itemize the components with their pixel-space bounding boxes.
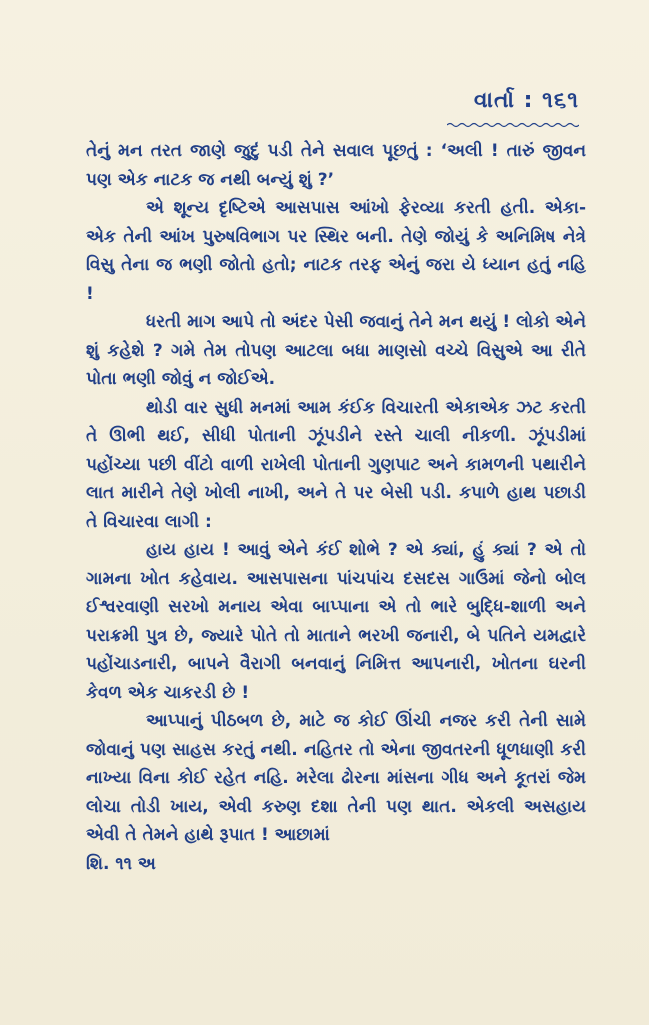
page-number-heading: વાર્તા : ૧૬૧ bbox=[473, 88, 579, 113]
decorative-wavy-rule bbox=[447, 122, 579, 128]
paragraph-1: તેનું મન તરત જાણે જુદું પડી તેને સવાલ પૂછતું : ‘અલી ! તારું જીવન પણ એક નાટક જ નથી બન્યું શું ?’ bbox=[86, 141, 586, 190]
paragraph-2: એ શૂન્ય દૃષ્ટિએ આસપાસ આંખો ફેરવ્યા કરતી હતી. એકા-એક તેની આંખ પુરુષવિભાગ પર સ્થિર બની. તેણે જોયું કે અનિમિષ નેત્રે વિસુ તેના જ ભણી જોતો હતો; નાટક તરફ એનું જરા યે ધ્યાન હતું નહિ ! bbox=[86, 198, 586, 304]
page-header bbox=[447, 88, 579, 132]
paragraph-6: આપ્પાનું પીઠબળ છે, માટે જ કોઈ ઊંચી નજર કરી તેની સામે જોવાનું પણ સાહસ કરતું નથી. નહિતર તો એના જીવતરની ધૂળધાણી કરી નાખ્યા વિના કોઈ રહેત નહિ. મરેલા ઢોરના માંસના ગીધ અને કૂતરાં જેમ લોચા તોડી ખાય, એવી કરુણ દશા તેની પણ થાત. એકલી અસહાય એવી તે તેમને હાથે રૂપાત ! આછામાં bbox=[86, 711, 586, 845]
paragraph-4: થોડી વાર સુધી મનમાં આમ કંઈક વિચારતી એકાએક ઝટ કરતી તે ઊભી થઈ, સીધી પોતાની ઝૂંપડીને રસ્તે ચાલી નીકળી. ઝૂંપડીમાં પહોંચ્યા પછી વીંટો વાળી રાખેલી પોતાની ગુણપાટ અને કામળની પથારીને લાત મારીને તેણે ખોલી નાખી, અને તે પર બેસી પડી. કપાળે હાથ પછાડી તે વિચારવા લાગી : bbox=[86, 397, 586, 532]
paragraph-5: હાય હાય ! આવું એને કંઈ શોભે ? એ ક્યાં, હું ક્યાં ? એ તો ગામના ખોત કહેવાય. આસપાસના પાંચપાંચ દસદસ ગાઉમાં જેનો બોલ ઈશ્વરવાણી સરખો મનાય એવા બાપ્પાના એ તો ભારે બુદ્ધિ-શાળી અને પરાક્રમી પુત્ર છે, જ્યારે પોતે તો માતાને ભરખી જનારી, બે પતિને યમદ્વારે પહોંચાડનારી, બાપને વૈરાગી બનવાનું નિમિત્ત આપનારી, ખોતના ઘરની કેવળ એક ચાકરડી છે ! bbox=[86, 540, 586, 703]
paragraph-3: ધરતી માગ આપે તો અંદર પેસી જવાનું તેને મન થયું ! લોકો એને શું કહેશે ? ગમે તેમ તોપણ આટલા બધા માણસો વચ્ચે વિસુએ આ રીતે પોતા ભણી જોવું ન જોઈએ. bbox=[86, 312, 587, 389]
body-text bbox=[86, 137, 586, 878]
signature-mark: શિ. ૧૧ અ bbox=[86, 853, 156, 874]
